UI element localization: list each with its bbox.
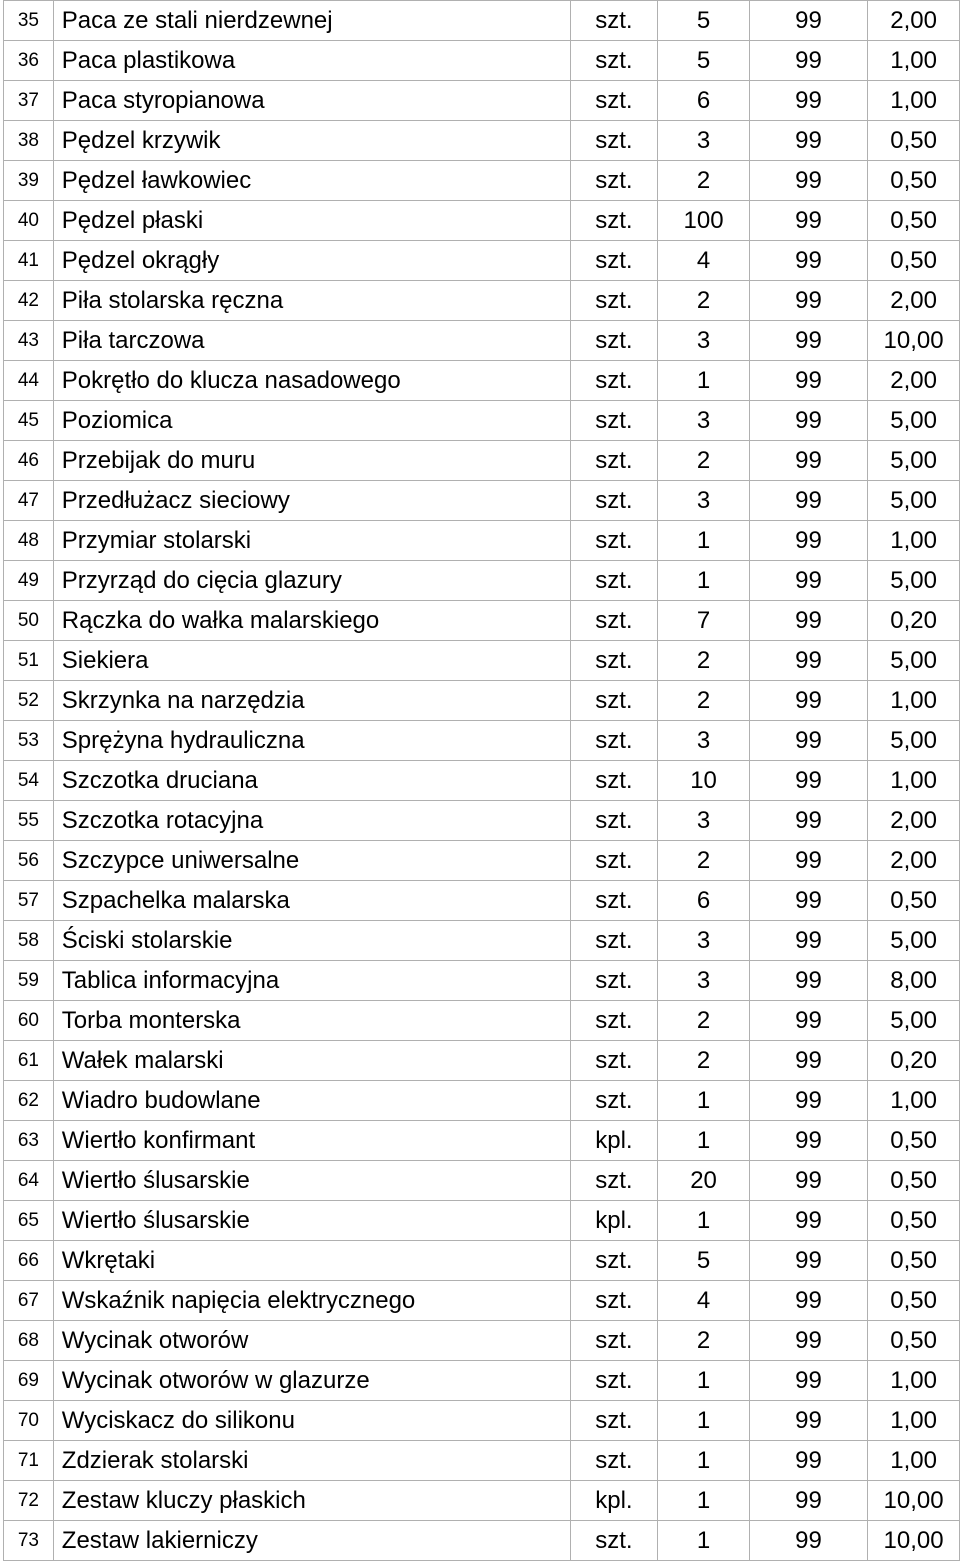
price-cell: 1,00 xyxy=(868,1441,960,1481)
percent-cell: 99 xyxy=(749,1241,867,1281)
item-name-cell: Przyrząd do cięcia glazury xyxy=(53,561,570,601)
quantity-cell: 20 xyxy=(658,1161,750,1201)
row-number-cell: 68 xyxy=(4,1321,54,1361)
table-row xyxy=(4,1441,960,1481)
unit-cell: szt. xyxy=(570,401,658,441)
unit-cell: kpl. xyxy=(570,1481,658,1521)
table-row xyxy=(4,361,960,401)
price-cell: 1,00 xyxy=(868,1081,960,1121)
row-number-cell: 72 xyxy=(4,1481,54,1521)
unit-cell: szt. xyxy=(570,281,658,321)
table-row xyxy=(4,1201,960,1241)
table-row xyxy=(4,1041,960,1081)
row-number-cell: 64 xyxy=(4,1161,54,1201)
unit-cell: szt. xyxy=(570,1281,658,1321)
table-row xyxy=(4,1401,960,1441)
price-cell: 5,00 xyxy=(868,441,960,481)
unit-cell: szt. xyxy=(570,1321,658,1361)
price-cell: 5,00 xyxy=(868,721,960,761)
table-row xyxy=(4,601,960,641)
quantity-cell: 1 xyxy=(658,561,750,601)
row-number-cell: 41 xyxy=(4,241,54,281)
unit-cell: szt. xyxy=(570,1001,658,1041)
table-row xyxy=(4,81,960,121)
quantity-cell: 3 xyxy=(658,121,750,161)
unit-cell: szt. xyxy=(570,1041,658,1081)
row-number-cell: 45 xyxy=(4,401,54,441)
row-number-cell: 59 xyxy=(4,961,54,1001)
price-cell: 1,00 xyxy=(868,41,960,81)
unit-cell: szt. xyxy=(570,761,658,801)
unit-cell: szt. xyxy=(570,561,658,601)
item-name-cell: Wiertło ślusarskie xyxy=(53,1161,570,1201)
item-name-cell: Wycinak otworów xyxy=(53,1321,570,1361)
table-row xyxy=(4,801,960,841)
table-row xyxy=(4,41,960,81)
row-number-cell: 70 xyxy=(4,1401,54,1441)
price-cell: 2,00 xyxy=(868,841,960,881)
unit-cell: szt. xyxy=(570,801,658,841)
unit-cell: szt. xyxy=(570,1361,658,1401)
price-cell: 0,20 xyxy=(868,1041,960,1081)
table-row xyxy=(4,241,960,281)
table-row xyxy=(4,561,960,601)
item-name-cell: Przedłużacz sieciowy xyxy=(53,481,570,521)
quantity-cell: 2 xyxy=(658,641,750,681)
row-number-cell: 47 xyxy=(4,481,54,521)
row-number-cell: 53 xyxy=(4,721,54,761)
item-name-cell: Torba monterska xyxy=(53,1001,570,1041)
table-row xyxy=(4,641,960,681)
unit-cell: szt. xyxy=(570,121,658,161)
row-number-cell: 49 xyxy=(4,561,54,601)
quantity-cell: 5 xyxy=(658,1,750,41)
quantity-cell: 3 xyxy=(658,401,750,441)
item-name-cell: Przebijak do muru xyxy=(53,441,570,481)
percent-cell: 99 xyxy=(749,761,867,801)
price-cell: 5,00 xyxy=(868,1001,960,1041)
percent-cell: 99 xyxy=(749,1,867,41)
percent-cell: 99 xyxy=(749,41,867,81)
table-row xyxy=(4,521,960,561)
price-cell: 1,00 xyxy=(868,761,960,801)
percent-cell: 99 xyxy=(749,161,867,201)
price-cell: 1,00 xyxy=(868,81,960,121)
item-name-cell: Pędzel okrągły xyxy=(53,241,570,281)
price-cell: 0,50 xyxy=(868,121,960,161)
price-cell: 10,00 xyxy=(868,1521,960,1561)
percent-cell: 99 xyxy=(749,1001,867,1041)
unit-cell: szt. xyxy=(570,601,658,641)
price-cell: 1,00 xyxy=(868,1361,960,1401)
item-name-cell: Poziomica xyxy=(53,401,570,441)
table-row xyxy=(4,161,960,201)
percent-cell: 99 xyxy=(749,321,867,361)
row-number-cell: 56 xyxy=(4,841,54,881)
row-number-cell: 39 xyxy=(4,161,54,201)
row-number-cell: 55 xyxy=(4,801,54,841)
percent-cell: 99 xyxy=(749,441,867,481)
quantity-cell: 6 xyxy=(658,81,750,121)
item-name-cell: Wyciskacz do silikonu xyxy=(53,1401,570,1441)
row-number-cell: 46 xyxy=(4,441,54,481)
price-cell: 5,00 xyxy=(868,401,960,441)
table-row xyxy=(4,121,960,161)
percent-cell: 99 xyxy=(749,1481,867,1521)
quantity-cell: 2 xyxy=(658,841,750,881)
quantity-cell: 3 xyxy=(658,721,750,761)
table-row xyxy=(4,1361,960,1401)
quantity-cell: 4 xyxy=(658,241,750,281)
row-number-cell: 60 xyxy=(4,1001,54,1041)
quantity-cell: 1 xyxy=(658,1441,750,1481)
percent-cell: 99 xyxy=(749,1161,867,1201)
percent-cell: 99 xyxy=(749,1281,867,1321)
row-number-cell: 50 xyxy=(4,601,54,641)
percent-cell: 99 xyxy=(749,1521,867,1561)
percent-cell: 99 xyxy=(749,481,867,521)
price-cell: 5,00 xyxy=(868,481,960,521)
quantity-cell: 3 xyxy=(658,801,750,841)
row-number-cell: 35 xyxy=(4,1,54,41)
quantity-cell: 5 xyxy=(658,41,750,81)
item-name-cell: Wiadro budowlane xyxy=(53,1081,570,1121)
quantity-cell: 2 xyxy=(658,161,750,201)
quantity-cell: 10 xyxy=(658,761,750,801)
price-cell: 0,50 xyxy=(868,1161,960,1201)
item-name-cell: Wiertło ślusarskie xyxy=(53,1201,570,1241)
quantity-cell: 1 xyxy=(658,1481,750,1521)
price-cell: 0,50 xyxy=(868,1321,960,1361)
quantity-cell: 1 xyxy=(658,1121,750,1161)
row-number-cell: 44 xyxy=(4,361,54,401)
quantity-cell: 1 xyxy=(658,1081,750,1121)
percent-cell: 99 xyxy=(749,1041,867,1081)
price-cell: 0,50 xyxy=(868,1241,960,1281)
item-name-cell: Tablica informacyjna xyxy=(53,961,570,1001)
percent-cell: 99 xyxy=(749,561,867,601)
unit-cell: szt. xyxy=(570,841,658,881)
price-cell: 5,00 xyxy=(868,921,960,961)
quantity-cell: 2 xyxy=(658,1041,750,1081)
price-cell: 0,50 xyxy=(868,1121,960,1161)
unit-cell: szt. xyxy=(570,1161,658,1201)
table-row xyxy=(4,961,960,1001)
price-cell: 0,50 xyxy=(868,1281,960,1321)
row-number-cell: 65 xyxy=(4,1201,54,1241)
quantity-cell: 100 xyxy=(658,201,750,241)
item-name-cell: Wałek malarski xyxy=(53,1041,570,1081)
price-cell: 0,50 xyxy=(868,161,960,201)
percent-cell: 99 xyxy=(749,1401,867,1441)
table-row xyxy=(4,881,960,921)
percent-cell: 99 xyxy=(749,401,867,441)
table-row xyxy=(4,401,960,441)
price-cell: 1,00 xyxy=(868,681,960,721)
table-row xyxy=(4,1121,960,1161)
item-name-cell: Pędzel ławkowiec xyxy=(53,161,570,201)
item-name-cell: Ściski stolarskie xyxy=(53,921,570,961)
price-cell: 10,00 xyxy=(868,321,960,361)
percent-cell: 99 xyxy=(749,201,867,241)
quantity-cell: 3 xyxy=(658,481,750,521)
percent-cell: 99 xyxy=(749,881,867,921)
row-number-cell: 63 xyxy=(4,1121,54,1161)
price-cell: 2,00 xyxy=(868,1,960,41)
table-row xyxy=(4,1081,960,1121)
table-row xyxy=(4,841,960,881)
unit-cell: szt. xyxy=(570,521,658,561)
row-number-cell: 36 xyxy=(4,41,54,81)
quantity-cell: 2 xyxy=(658,281,750,321)
price-cell: 5,00 xyxy=(868,561,960,601)
table-row xyxy=(4,721,960,761)
percent-cell: 99 xyxy=(749,601,867,641)
row-number-cell: 58 xyxy=(4,921,54,961)
item-name-cell: Siekiera xyxy=(53,641,570,681)
item-name-cell: Zestaw kluczy płaskich xyxy=(53,1481,570,1521)
percent-cell: 99 xyxy=(749,1121,867,1161)
table-row xyxy=(4,441,960,481)
price-cell: 2,00 xyxy=(868,801,960,841)
quantity-cell: 1 xyxy=(658,521,750,561)
item-name-cell: Szczypce uniwersalne xyxy=(53,841,570,881)
table-row xyxy=(4,681,960,721)
quantity-cell: 5 xyxy=(658,1241,750,1281)
quantity-cell: 3 xyxy=(658,961,750,1001)
price-cell: 0,50 xyxy=(868,241,960,281)
row-number-cell: 42 xyxy=(4,281,54,321)
row-number-cell: 48 xyxy=(4,521,54,561)
unit-cell: szt. xyxy=(570,321,658,361)
table-row xyxy=(4,201,960,241)
unit-cell: szt. xyxy=(570,81,658,121)
percent-cell: 99 xyxy=(749,361,867,401)
item-name-cell: Zestaw lakierniczy xyxy=(53,1521,570,1561)
item-name-cell: Paca plastikowa xyxy=(53,41,570,81)
unit-cell: kpl. xyxy=(570,1121,658,1161)
percent-cell: 99 xyxy=(749,281,867,321)
percent-cell: 99 xyxy=(749,841,867,881)
unit-cell: szt. xyxy=(570,481,658,521)
quantity-cell: 2 xyxy=(658,1001,750,1041)
unit-cell: szt. xyxy=(570,1401,658,1441)
price-cell: 0,50 xyxy=(868,1201,960,1241)
percent-cell: 99 xyxy=(749,1361,867,1401)
table-row xyxy=(4,1481,960,1521)
unit-cell: szt. xyxy=(570,441,658,481)
item-name-cell: Przymiar stolarski xyxy=(53,521,570,561)
item-name-cell: Szpachelka malarska xyxy=(53,881,570,921)
quantity-cell: 1 xyxy=(658,1521,750,1561)
price-cell: 10,00 xyxy=(868,1481,960,1521)
quantity-cell: 2 xyxy=(658,681,750,721)
table-row xyxy=(4,1281,960,1321)
row-number-cell: 62 xyxy=(4,1081,54,1121)
table-row xyxy=(4,1521,960,1561)
unit-cell: szt. xyxy=(570,161,658,201)
percent-cell: 99 xyxy=(749,961,867,1001)
quantity-cell: 3 xyxy=(658,321,750,361)
quantity-cell: 2 xyxy=(658,1321,750,1361)
quantity-cell: 1 xyxy=(658,1401,750,1441)
unit-cell: szt. xyxy=(570,201,658,241)
price-cell: 0,50 xyxy=(868,201,960,241)
item-name-cell: Skrzynka na narzędzia xyxy=(53,681,570,721)
percent-cell: 99 xyxy=(749,801,867,841)
item-name-cell: Pędzel krzywik xyxy=(53,121,570,161)
unit-cell: szt. xyxy=(570,641,658,681)
price-cell: 8,00 xyxy=(868,961,960,1001)
unit-cell: szt. xyxy=(570,721,658,761)
item-name-cell: Wycinak otworów w glazurze xyxy=(53,1361,570,1401)
unit-cell: szt. xyxy=(570,1,658,41)
price-cell: 5,00 xyxy=(868,641,960,681)
percent-cell: 99 xyxy=(749,1321,867,1361)
item-name-cell: Wiertło konfirmant xyxy=(53,1121,570,1161)
quantity-cell: 4 xyxy=(658,1281,750,1321)
row-number-cell: 40 xyxy=(4,201,54,241)
price-cell: 0,20 xyxy=(868,601,960,641)
inventory-table xyxy=(3,0,960,1561)
row-number-cell: 67 xyxy=(4,1281,54,1321)
table-row xyxy=(4,1,960,41)
percent-cell: 99 xyxy=(749,1441,867,1481)
item-name-cell: Szczotka druciana xyxy=(53,761,570,801)
quantity-cell: 3 xyxy=(658,921,750,961)
item-name-cell: Wskaźnik napięcia elektrycznego xyxy=(53,1281,570,1321)
unit-cell: szt. xyxy=(570,1441,658,1481)
percent-cell: 99 xyxy=(749,81,867,121)
percent-cell: 99 xyxy=(749,641,867,681)
unit-cell: szt. xyxy=(570,241,658,281)
table-row xyxy=(4,761,960,801)
unit-cell: szt. xyxy=(570,681,658,721)
row-number-cell: 61 xyxy=(4,1041,54,1081)
table-row xyxy=(4,481,960,521)
item-name-cell: Sprężyna hydrauliczna xyxy=(53,721,570,761)
percent-cell: 99 xyxy=(749,521,867,561)
percent-cell: 99 xyxy=(749,681,867,721)
row-number-cell: 69 xyxy=(4,1361,54,1401)
quantity-cell: 6 xyxy=(658,881,750,921)
table-row xyxy=(4,281,960,321)
table-row xyxy=(4,321,960,361)
item-name-cell: Szczotka rotacyjna xyxy=(53,801,570,841)
unit-cell: szt. xyxy=(570,1241,658,1281)
price-cell: 0,50 xyxy=(868,881,960,921)
item-name-cell: Rączka do wałka malarskiego xyxy=(53,601,570,641)
percent-cell: 99 xyxy=(749,121,867,161)
row-number-cell: 57 xyxy=(4,881,54,921)
price-cell: 1,00 xyxy=(868,1401,960,1441)
unit-cell: szt. xyxy=(570,881,658,921)
item-name-cell: Piła stolarska ręczna xyxy=(53,281,570,321)
quantity-cell: 2 xyxy=(658,441,750,481)
unit-cell: szt. xyxy=(570,961,658,1001)
quantity-cell: 1 xyxy=(658,1201,750,1241)
quantity-cell: 1 xyxy=(658,361,750,401)
unit-cell: szt. xyxy=(570,41,658,81)
row-number-cell: 73 xyxy=(4,1521,54,1561)
row-number-cell: 71 xyxy=(4,1441,54,1481)
item-name-cell: Zdzierak stolarski xyxy=(53,1441,570,1481)
percent-cell: 99 xyxy=(749,1081,867,1121)
table-row xyxy=(4,1161,960,1201)
row-number-cell: 37 xyxy=(4,81,54,121)
price-cell: 2,00 xyxy=(868,281,960,321)
quantity-cell: 7 xyxy=(658,601,750,641)
inventory-table-body xyxy=(4,1,960,1561)
table-row xyxy=(4,921,960,961)
table-row xyxy=(4,1241,960,1281)
row-number-cell: 66 xyxy=(4,1241,54,1281)
percent-cell: 99 xyxy=(749,721,867,761)
table-row xyxy=(4,1001,960,1041)
quantity-cell: 1 xyxy=(658,1361,750,1401)
row-number-cell: 51 xyxy=(4,641,54,681)
table-row xyxy=(4,1321,960,1361)
percent-cell: 99 xyxy=(749,1201,867,1241)
percent-cell: 99 xyxy=(749,241,867,281)
item-name-cell: Paca styropianowa xyxy=(53,81,570,121)
row-number-cell: 52 xyxy=(4,681,54,721)
row-number-cell: 54 xyxy=(4,761,54,801)
item-name-cell: Pokrętło do klucza nasadowego xyxy=(53,361,570,401)
row-number-cell: 43 xyxy=(4,321,54,361)
item-name-cell: Piła tarczowa xyxy=(53,321,570,361)
unit-cell: szt. xyxy=(570,361,658,401)
item-name-cell: Wkrętaki xyxy=(53,1241,570,1281)
item-name-cell: Paca ze stali nierdzewnej xyxy=(53,1,570,41)
percent-cell: 99 xyxy=(749,921,867,961)
unit-cell: kpl. xyxy=(570,1201,658,1241)
unit-cell: szt. xyxy=(570,921,658,961)
item-name-cell: Pędzel płaski xyxy=(53,201,570,241)
unit-cell: szt. xyxy=(570,1081,658,1121)
row-number-cell: 38 xyxy=(4,121,54,161)
price-cell: 1,00 xyxy=(868,521,960,561)
unit-cell: szt. xyxy=(570,1521,658,1561)
price-cell: 2,00 xyxy=(868,361,960,401)
